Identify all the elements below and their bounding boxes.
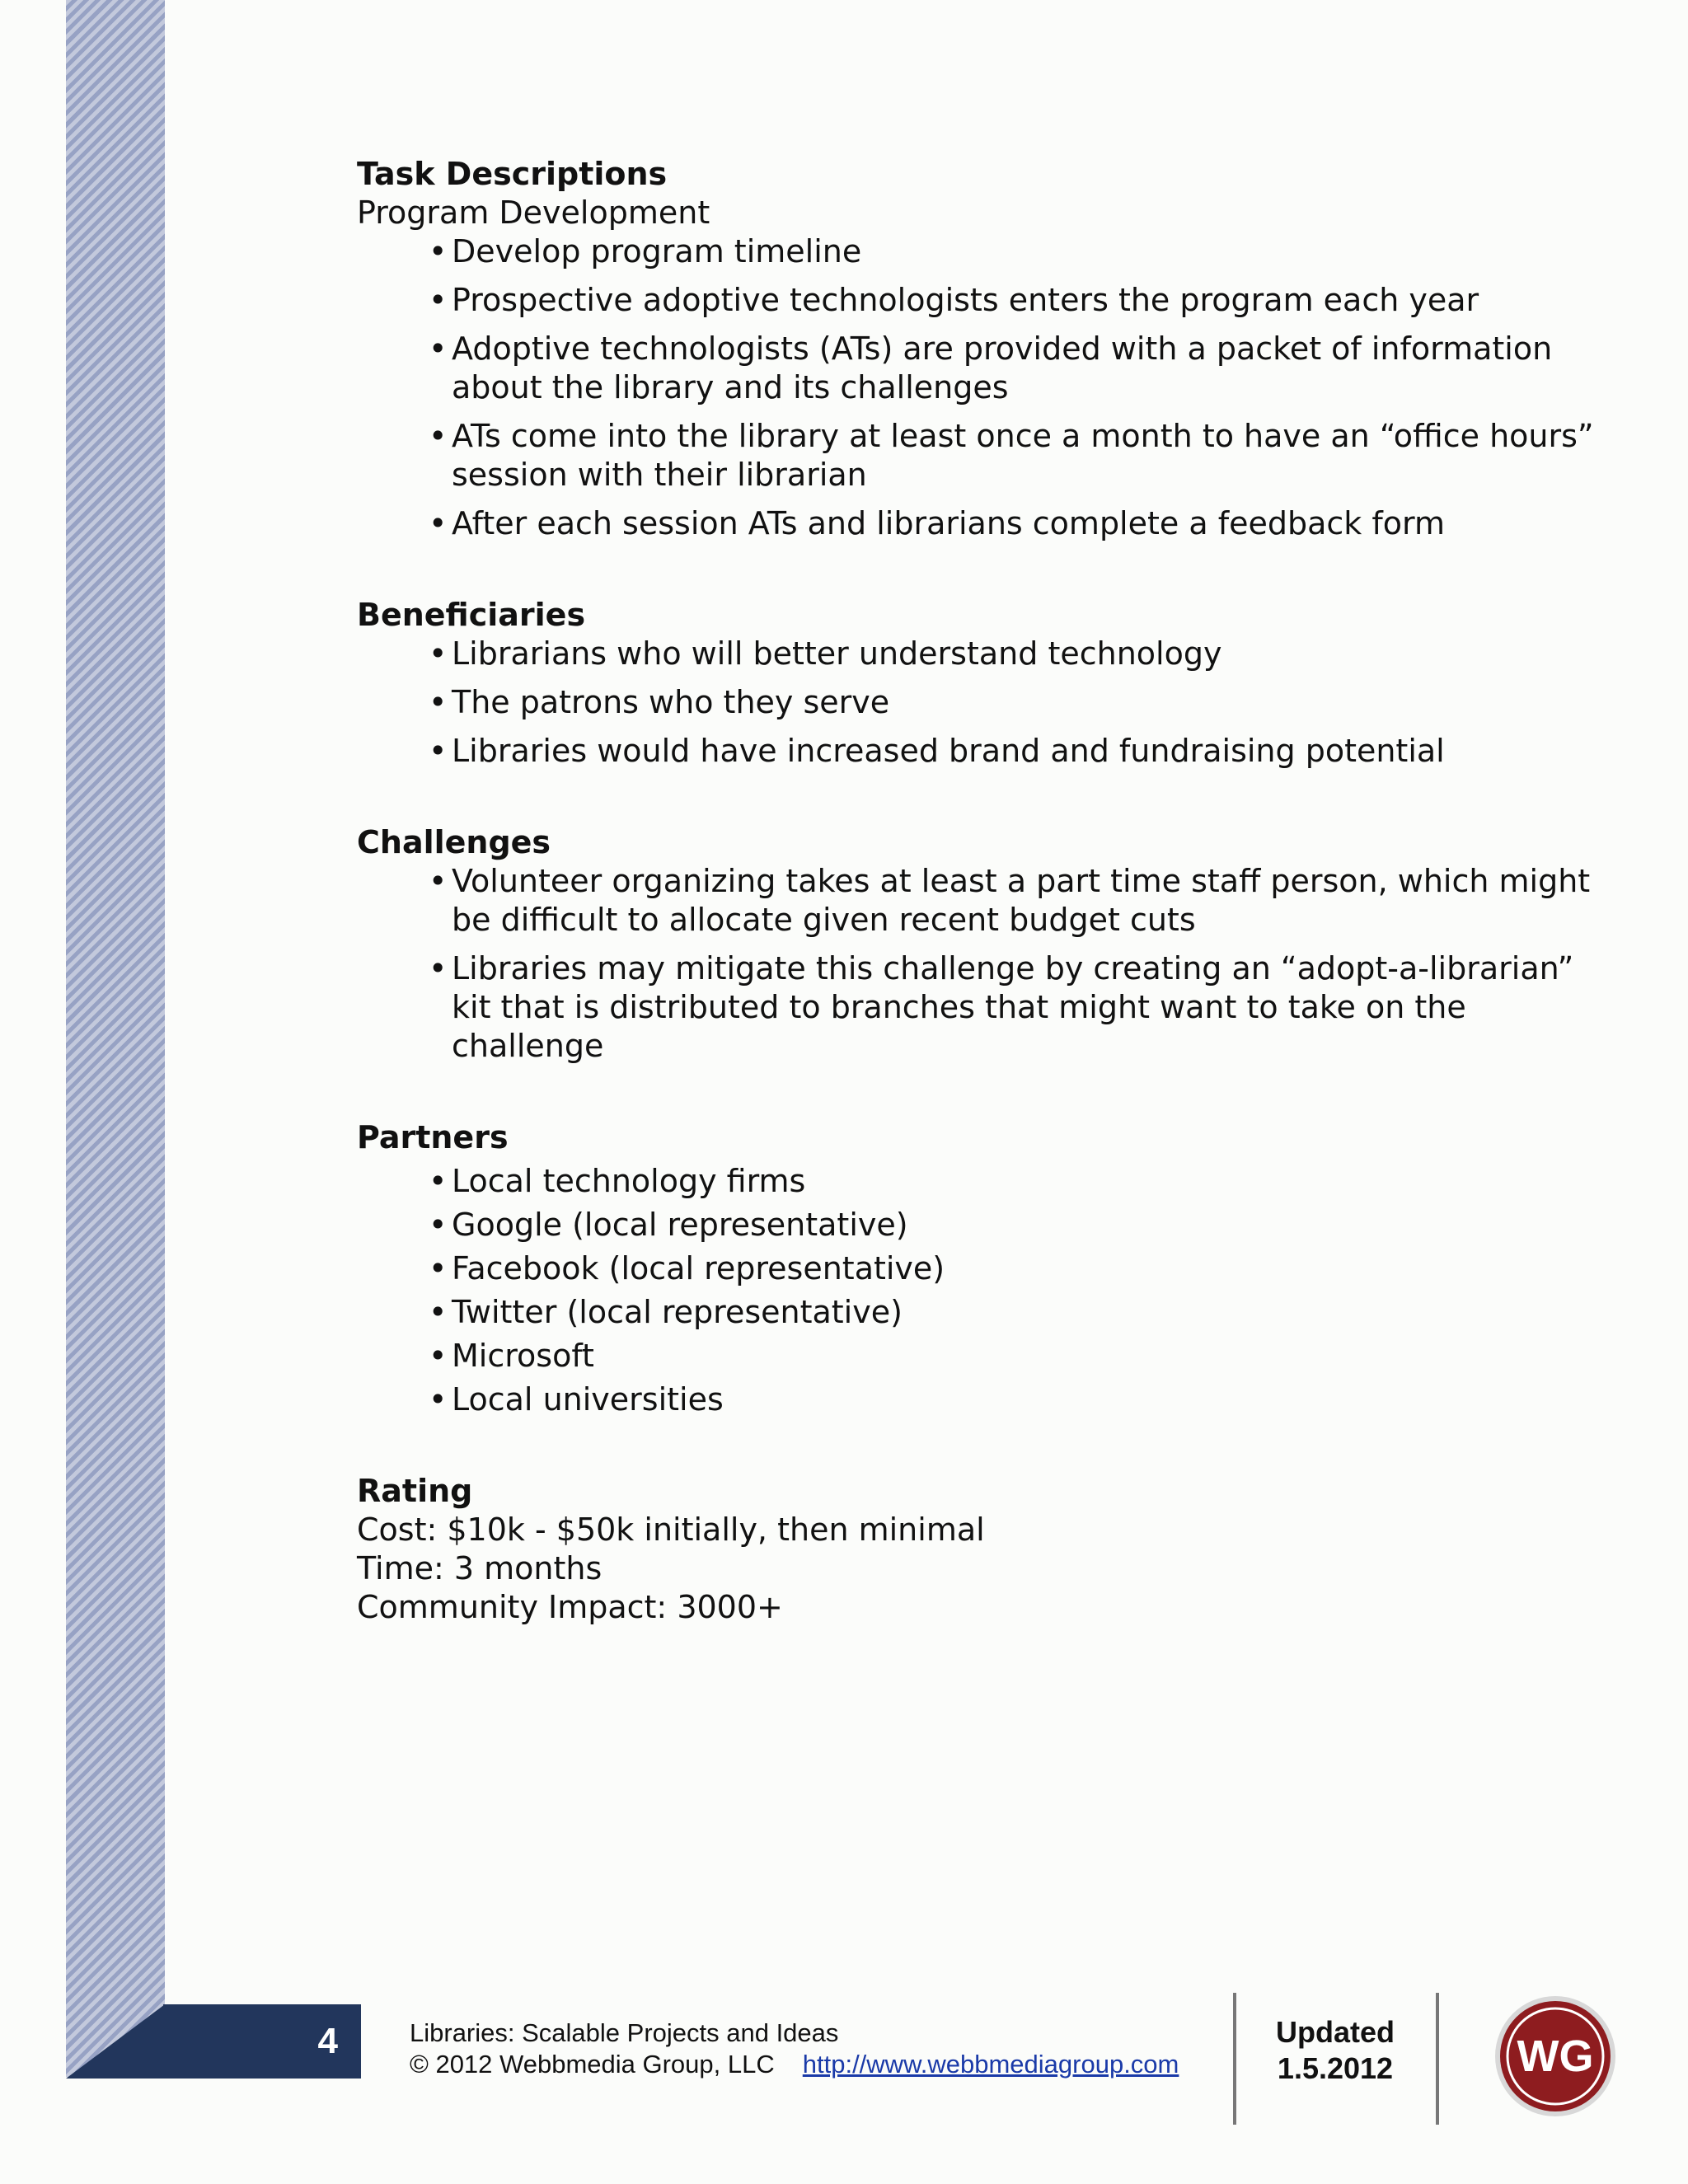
rating-section: [357, 1472, 1622, 1627]
beneficiaries-section: [357, 596, 1622, 771]
list-item: • Volunteer organizing takes at least a part time staff person, which might be difficult to allocate given recent budget cuts: [429, 863, 1591, 938]
logo-text: WG: [1517, 2032, 1594, 2081]
list-item: • Adoptive technologists (ATs) are provided with a packet of information about the library and its challenges: [429, 330, 1553, 405]
website-link[interactable]: http://www.webbmediagroup.com: [802, 2050, 1179, 2079]
bullet-icon: •: [429, 1381, 448, 1418]
bullet-icon: •: [429, 233, 448, 269]
list-item: • Facebook (local representative): [429, 1250, 945, 1286]
rating-community-impact: Community Impact: 3000+: [357, 1589, 783, 1625]
bullet-icon: •: [429, 1250, 448, 1286]
rating-heading: Rating: [357, 1473, 473, 1509]
list-item: • Local universities: [429, 1381, 724, 1418]
updated-block: [1250, 2014, 1421, 2087]
partners-list: [357, 1162, 1622, 1419]
bullet-icon: •: [429, 635, 448, 672]
partners-section: [357, 1118, 1622, 1419]
document-title: Libraries: Scalable Projects and Ideas: [410, 2018, 839, 2047]
list-item: • After each session ATs and librarians complete a feedback form: [429, 505, 1445, 541]
list-item: • Microsoft: [429, 1338, 594, 1374]
bullet-icon: •: [429, 1338, 448, 1374]
challenges-heading: Challenges: [357, 824, 551, 860]
list-item: • ATs come into the library at least once a month to have an “office hours” session with their librarian: [429, 418, 1594, 493]
bullet-icon: •: [429, 418, 448, 454]
list-item: • The patrons who they serve: [429, 684, 890, 720]
footer-text: [410, 2018, 1179, 2080]
list-item: • Google (local representative): [429, 1207, 908, 1243]
bullet-icon: •: [429, 733, 448, 769]
footer-divider: [1233, 1993, 1236, 2125]
side-stripe-decoration: [66, 0, 165, 2077]
list-item: • Libraries may mitigate this challenge by creating an “adopt-a-librarian” kit that is distributed to branches that might want to take on the challenge: [429, 950, 1574, 1064]
beneficiaries-list: [357, 635, 1622, 771]
task-descriptions-section: [357, 155, 1622, 543]
list-item: • Develop program timeline: [429, 233, 862, 269]
partners-heading: Partners: [357, 1119, 509, 1155]
copyright-line: [410, 2049, 1179, 2080]
footer-divider: [1436, 1993, 1439, 2125]
list-item: • Libraries would have increased brand and fundraising potential: [429, 733, 1445, 769]
list-item: • Local technology firms: [429, 1163, 806, 1199]
bullet-icon: •: [429, 282, 448, 318]
rating-time: Time: 3 months: [357, 1550, 603, 1586]
task-descriptions-heading: Task Descriptions: [357, 156, 668, 192]
bullet-icon: •: [429, 505, 448, 541]
challenges-section: [357, 823, 1622, 1066]
bullet-icon: •: [429, 1207, 448, 1243]
challenges-list: [357, 862, 1622, 1066]
program-development-subheading: Program Development: [357, 194, 710, 231]
bullet-icon: •: [429, 1163, 448, 1199]
list-item: • Librarians who will better understand technology: [429, 635, 1222, 672]
updated-date: 1.5.2012: [1277, 2051, 1394, 2085]
bullet-icon: •: [429, 1294, 448, 1330]
beneficiaries-heading: Beneficiaries: [357, 597, 586, 633]
bullet-icon: •: [429, 950, 448, 987]
list-item: • Prospective adoptive technologists enters the program each year: [429, 282, 1479, 318]
copyright-text: © 2012 Webbmedia Group, LLC: [410, 2050, 775, 2079]
task-list: [357, 232, 1622, 543]
updated-label: Updated: [1276, 2015, 1395, 2049]
page-content: [357, 155, 1622, 1627]
bullet-icon: •: [429, 684, 448, 720]
list-item: • Twitter (local representative): [429, 1294, 903, 1330]
bullet-icon: •: [429, 330, 448, 367]
page-number: 4: [163, 2004, 361, 2079]
bullet-icon: •: [429, 863, 448, 899]
rating-cost: Cost: $10k - $50k initially, then minimal: [357, 1511, 985, 1548]
webbmedia-group-logo: [1493, 1994, 1617, 2118]
